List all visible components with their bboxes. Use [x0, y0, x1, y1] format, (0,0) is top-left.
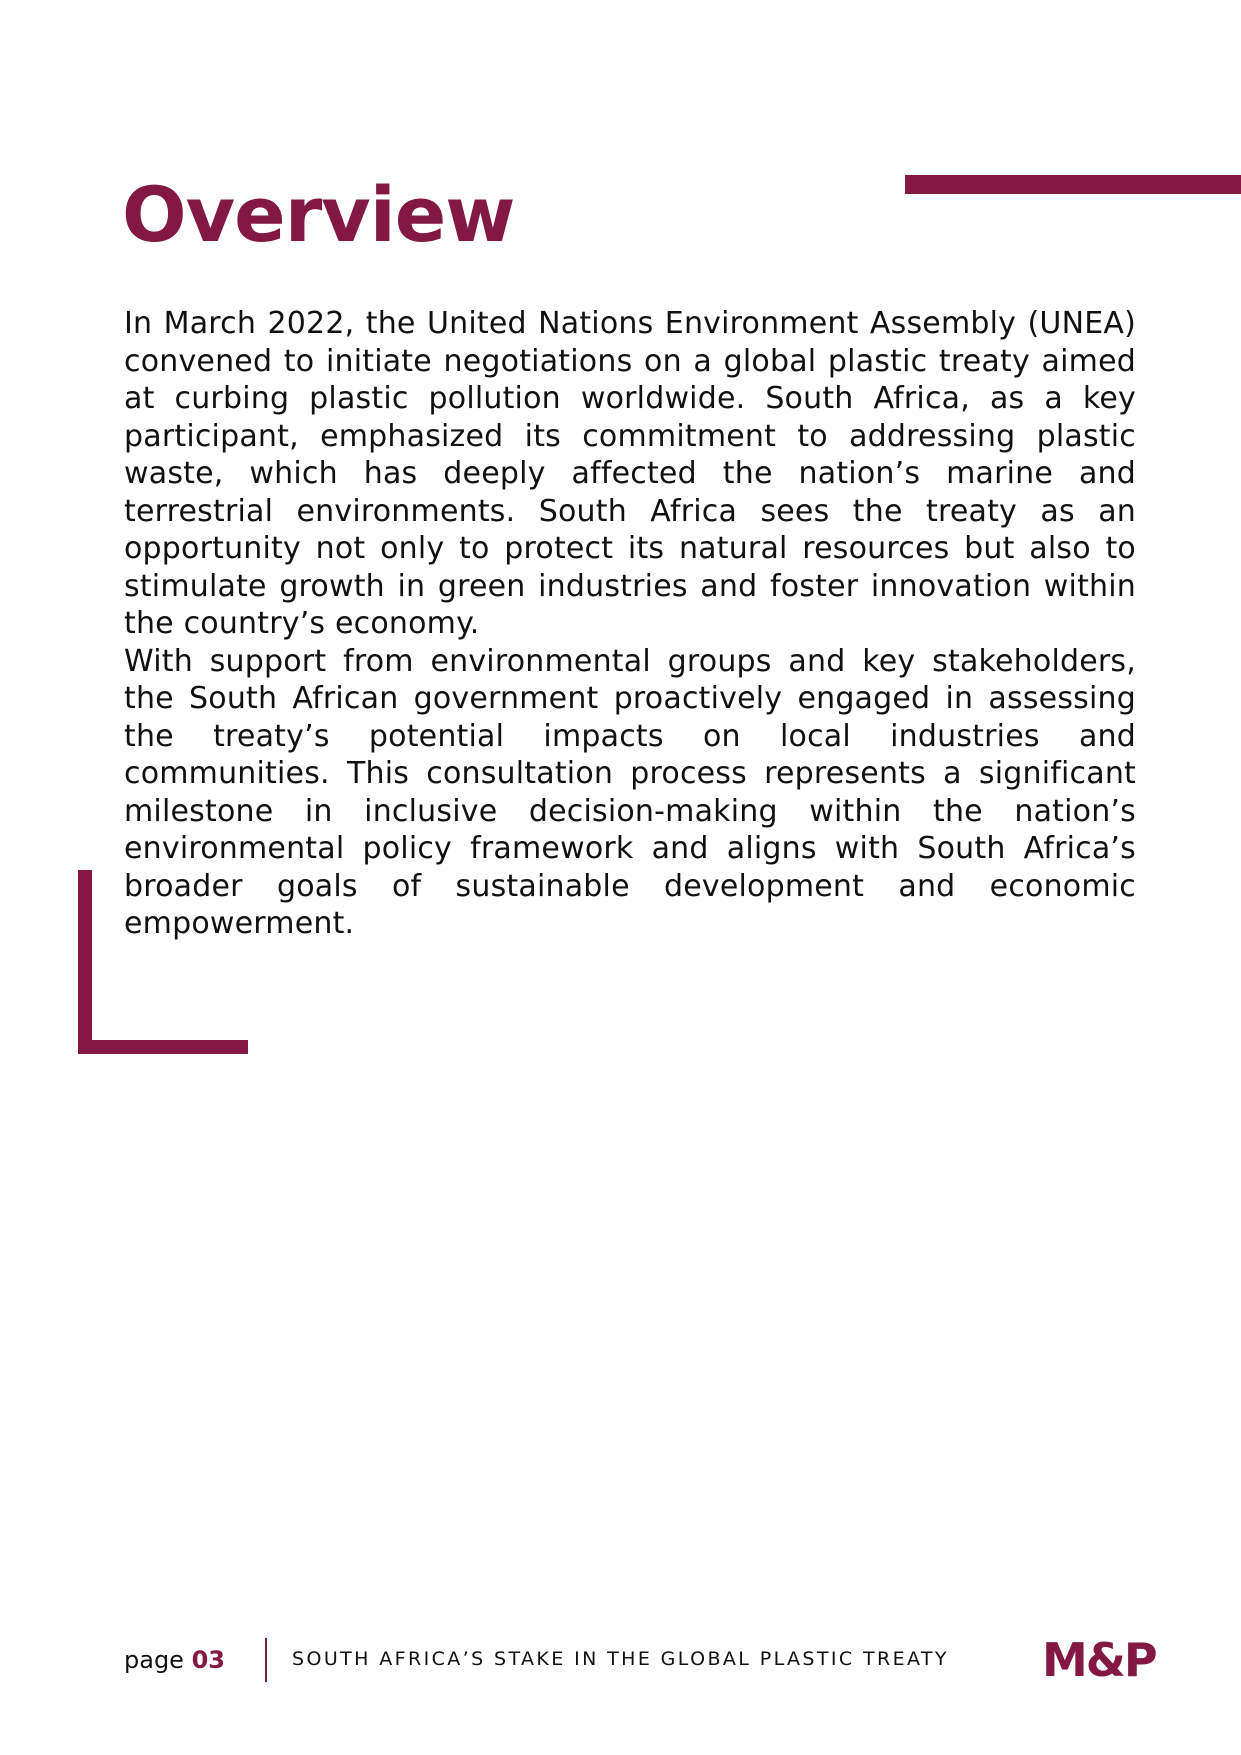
paragraph-1: In March 2022, the United Nations Environment Assembly (UNEA) convened to initiate negotiations on a global plastic treaty aimed at curbing plastic pollution worldwide. South Africa, as a key participant, emphasized its commitment to addressing plastic waste, which has deeply affected the nation’s marine and terrestrial environments. South Africa sees the treaty as an opportunity not only to protect its natural resources but also to stimulate growth in green industries and foster innovation within the country’s economy.	[124, 306, 1136, 641]
footer-document-title: SOUTH AFRICA’S STAKE IN THE GLOBAL PLASTIC TREATY	[292, 1648, 949, 1670]
corner-bracket-horizontal	[78, 1040, 248, 1054]
paragraph-2: With support from environmental groups and key stakeholders, the South African government proactively engaged in assessing the treaty’s potential impacts on local industries and communities. This consultation process represents a significant milestone in inclusive decision-making within the nation’s environmental policy framework and aligns with South Africa’s broader goals of sustainable development and economic empowerment.	[124, 643, 1136, 941]
page-label: page	[124, 1646, 184, 1674]
page-footer	[124, 1633, 1204, 1687]
footer-divider	[265, 1638, 267, 1682]
mp-logo: M&P	[1042, 1633, 1156, 1687]
top-accent-bar	[905, 175, 1241, 194]
page-number: 03	[191, 1646, 225, 1674]
page-indicator	[124, 1646, 225, 1674]
corner-bracket-vertical	[78, 870, 92, 1054]
page-title: Overview	[122, 170, 515, 259]
body-text	[124, 305, 1136, 943]
